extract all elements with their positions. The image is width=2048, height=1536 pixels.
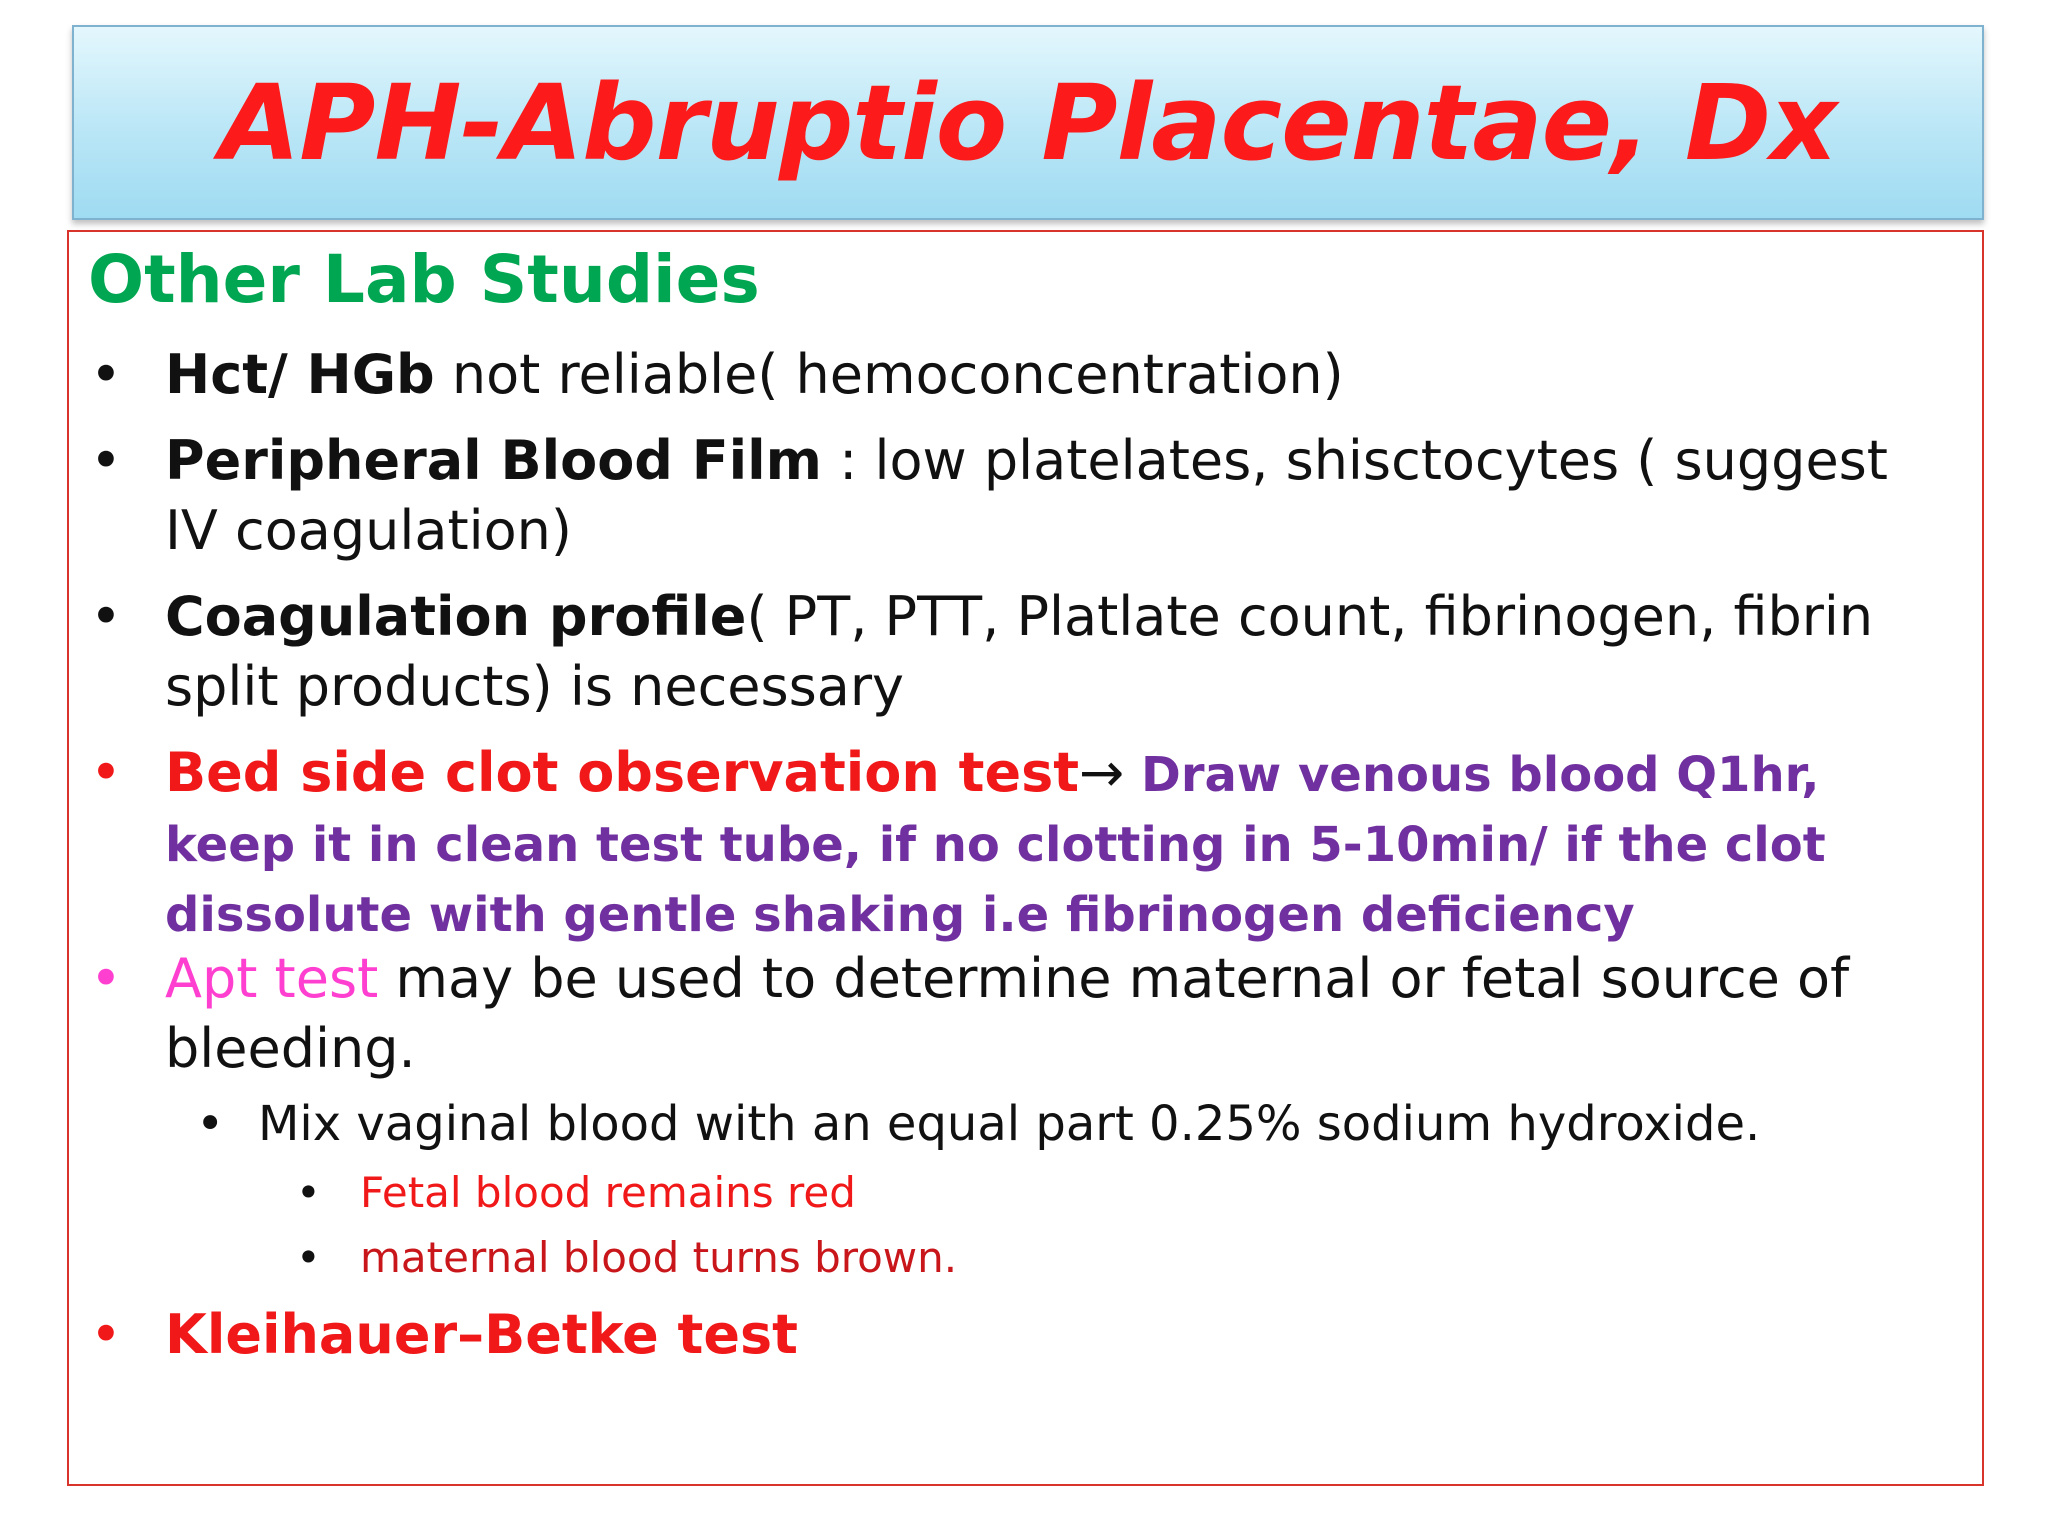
bullet: • <box>90 741 122 804</box>
bullet: • <box>90 1303 122 1366</box>
item-text: not reliable( hemoconcentration) <box>434 343 1344 406</box>
sub-item-mix <box>196 1094 1958 1154</box>
item-text: maternal blood turns brown. <box>360 1233 958 1282</box>
list-item-blood-film <box>90 426 1945 566</box>
item-label: Apt test <box>165 947 379 1010</box>
list-item-apt-test <box>90 944 1945 1084</box>
bullet: • <box>296 1233 321 1282</box>
item-text: : low platelates, shisctocytes ( suggest IV coagulation) <box>165 429 1888 562</box>
bullet: • <box>196 1096 225 1152</box>
list-item-clot-test <box>90 738 1945 948</box>
item-text: Mix vaginal blood with an equal part 0.25% sodium hydroxide. <box>258 1096 1761 1152</box>
item-text: may be used to determine maternal or fetal source of bleeding. <box>165 947 1850 1080</box>
slide-title: APH-Abruptio Placentae, Dx <box>219 61 1837 184</box>
item-text: Fetal blood remains red <box>360 1168 856 1217</box>
list-item-kleihauer <box>90 1300 1945 1370</box>
list-item-hct <box>90 340 1945 410</box>
bullet: • <box>296 1168 321 1217</box>
bullet: • <box>90 343 122 406</box>
bullet: • <box>90 585 122 648</box>
title-banner <box>72 25 1984 220</box>
arrow-icon: → <box>1079 741 1125 804</box>
bullet: • <box>90 947 122 1010</box>
item-label: Coagulation profile <box>165 585 747 648</box>
list-item-coagulation <box>90 582 1945 722</box>
item-detail: Draw venous blood Q1hr, keep it in clean test tube, if no clotting in 5-10min/ if the clot dissolute with gentle shaking i.e fibrinogen deficiency <box>165 747 1826 943</box>
item-label: Hct/ HGb <box>165 343 435 406</box>
sub-item-maternal <box>296 1226 1860 1290</box>
item-label: Kleihauer–Betke test <box>165 1303 798 1366</box>
bullet: • <box>90 429 122 492</box>
item-text: ( PT, PTT, Platlate count, fibrinogen, fibrin split products) is necessary <box>165 585 1874 718</box>
section-heading: Other Lab Studies <box>88 241 760 318</box>
sub-item-fetal <box>296 1161 1860 1225</box>
item-label: Peripheral Blood Film <box>165 429 822 492</box>
item-label: Bed side clot observation test <box>165 741 1080 804</box>
